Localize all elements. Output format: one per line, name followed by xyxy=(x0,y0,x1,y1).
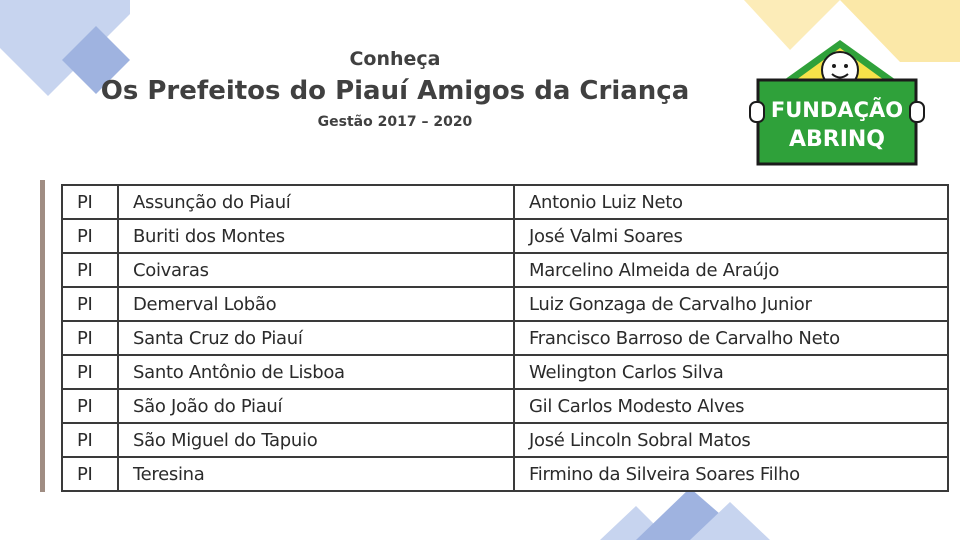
city-cell: Coivaras xyxy=(118,253,514,287)
mayors-table-body xyxy=(62,186,948,491)
mayor-cell: Firmino da Silveira Soares Filho xyxy=(514,457,948,491)
uf-cell: PI xyxy=(62,186,118,219)
mayor-cell: Gil Carlos Modesto Alves xyxy=(514,389,948,423)
city-cell: Demerval Lobão xyxy=(118,287,514,321)
uf-cell: PI xyxy=(62,219,118,253)
uf-cell: PI xyxy=(62,423,118,457)
table-row xyxy=(62,423,948,457)
uf-cell: PI xyxy=(62,253,118,287)
mayor-cell: Marcelino Almeida de Araújo xyxy=(514,253,948,287)
city-cell: São João do Piauí xyxy=(118,389,514,423)
city-cell: Santa Cruz do Piauí xyxy=(118,321,514,355)
table-row xyxy=(62,321,948,355)
city-cell: Teresina xyxy=(118,457,514,491)
title-intro: Conheça xyxy=(349,48,441,70)
mayor-cell: Luiz Gonzaga de Carvalho Junior xyxy=(514,287,948,321)
mayor-cell: José Valmi Soares xyxy=(514,219,948,253)
table-row xyxy=(62,219,948,253)
table-row xyxy=(62,457,948,491)
table-row xyxy=(62,253,948,287)
page-subtitle: Gestão 2017 – 2020 xyxy=(317,114,473,130)
table-row xyxy=(62,355,948,389)
uf-cell: PI xyxy=(62,355,118,389)
table-image-frame xyxy=(40,180,949,492)
mayor-cell: Francisco Barroso de Carvalho Neto xyxy=(514,321,948,355)
city-cell: Assunção do Piauí xyxy=(118,186,514,219)
uf-cell: PI xyxy=(62,287,118,321)
uf-cell: PI xyxy=(62,457,118,491)
city-cell: Buriti dos Montes xyxy=(118,219,514,253)
city-cell: Santo Antônio de Lisboa xyxy=(118,355,514,389)
logo-text-line1: FUNDAÇÃO xyxy=(770,98,904,122)
fundacao-abrinq-logo xyxy=(748,36,928,170)
city-cell: São Miguel do Tapuio xyxy=(118,423,514,457)
title-block xyxy=(0,46,790,132)
mayor-cell: Antonio Luiz Neto xyxy=(514,186,948,219)
uf-cell: PI xyxy=(62,321,118,355)
table-row xyxy=(62,389,948,423)
mayors-table xyxy=(61,186,949,492)
table-row xyxy=(62,186,948,219)
page-title: Os Prefeitos do Piauí Amigos da Criança xyxy=(100,76,690,106)
mayor-cell: José Lincoln Sobral Matos xyxy=(514,423,948,457)
logo-text-line2: ABRINQ xyxy=(788,127,886,152)
uf-cell: PI xyxy=(62,389,118,423)
mayor-cell: Welington Carlos Silva xyxy=(514,355,948,389)
mayors-table-container xyxy=(61,184,949,492)
table-row xyxy=(62,287,948,321)
